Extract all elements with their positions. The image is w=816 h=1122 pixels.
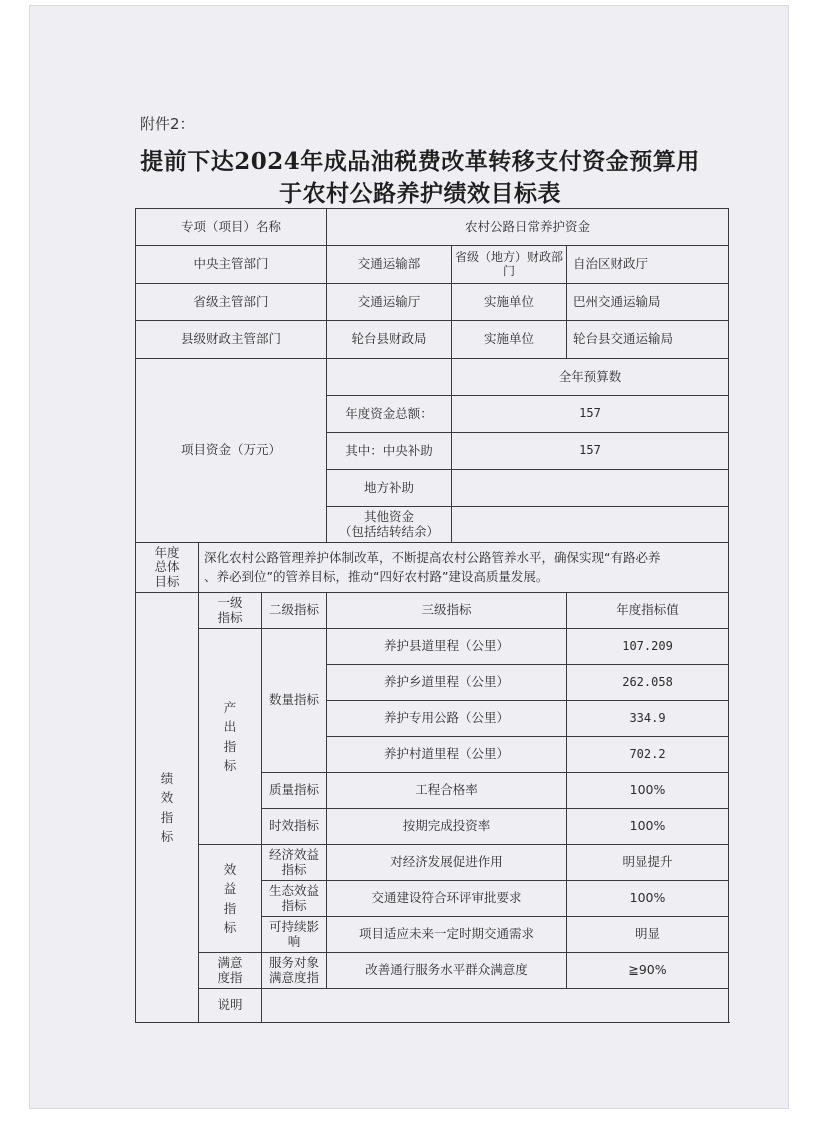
indicator-value: ≧90% (567, 953, 729, 989)
indicator-name: 按期完成投资率 (327, 809, 567, 845)
central-dept-label: 中央主管部门 (136, 246, 327, 284)
total-label: 年度资金总额： (327, 396, 452, 433)
funds-label: 项目资金（万元） (136, 359, 327, 543)
central-subsidy-label: 其中：中央补助 (327, 433, 452, 470)
indicator-name: 对经济发展促进作用 (327, 845, 567, 881)
prov-finance-value: 自治区财政厅 (567, 246, 729, 284)
county-dept-value: 轮台县财政局 (327, 321, 452, 359)
indicator-name: 改善通行服务水平群众满意度 (327, 953, 567, 989)
indicator-value: 334.9 (567, 701, 729, 737)
central-dept-row (136, 246, 729, 284)
performance-indicator-label: 绩 效 指 标 (136, 593, 199, 1023)
funds-header-row (136, 359, 729, 396)
impl-unit-label-2: 实施单位 (452, 321, 567, 359)
indicator-name: 养护乡道里程（公里） (327, 665, 567, 701)
goal-text: 深化农村公路管理养护体制改革，不断提高农村公路管养水平，确保实现“有路必养 、养必到位”的管养目标，推动“四好农村路”建设高质量发展。 (199, 543, 729, 593)
indicator-name: 养护县道里程（公里） (327, 629, 567, 665)
sustain-indicator-label: 可持续影 响 (262, 917, 327, 953)
goal-label: 年度 总体 目标 (136, 543, 199, 593)
impl-unit-value-2: 轮台县交通运输局 (567, 321, 729, 359)
indicator-name: 交通建设符合环评审批要求 (327, 881, 567, 917)
indicator-name: 项目适应未来一定时期交通需求 (327, 917, 567, 953)
col-header-level3: 三级指标 (327, 593, 567, 629)
project-label: 专项（项目）名称 (136, 209, 327, 246)
indicator-row (136, 629, 729, 665)
indicator-row (136, 953, 729, 989)
satisfaction-indicator-label: 满意 度指 (199, 953, 262, 989)
indicator-value: 明显 (567, 917, 729, 953)
indicator-header-row (136, 593, 729, 629)
indicator-row (136, 845, 729, 881)
indicator-value: 100% (567, 809, 729, 845)
prov-dept-row (136, 284, 729, 321)
central-subsidy-value: 157 (452, 433, 729, 470)
indicator-name: 工程合格率 (327, 773, 567, 809)
project-value: 农村公路日常养护资金 (327, 209, 729, 246)
output-indicator-label: 产 出 指 标 (199, 629, 262, 845)
attachment-label: 附件2： (140, 115, 195, 133)
document-title-line2: 于农村公路养护绩效目标表 (279, 180, 561, 207)
performance-target-table (135, 208, 729, 1023)
indicator-value: 262.058 (567, 665, 729, 701)
local-subsidy-value (452, 470, 729, 507)
note-value (262, 989, 729, 1023)
other-funds-label: 其他资金 （包括结转结余） (327, 507, 452, 543)
indicator-value: 100% (567, 881, 729, 917)
ecology-indicator-label: 生态效益 指标 (262, 881, 327, 917)
col-header-value: 年度指标值 (567, 593, 729, 629)
county-dept-row (136, 321, 729, 359)
service-indicator-label: 服务对象 满意度指 (262, 953, 327, 989)
col-header-level2: 二级指标 (262, 593, 327, 629)
note-row (136, 989, 729, 1023)
total-value: 157 (452, 396, 729, 433)
prov-dept-label: 省级主管部门 (136, 284, 327, 321)
quantity-indicator-label: 数量指标 (262, 629, 327, 773)
funds-header-blank (327, 359, 452, 396)
indicator-value: 107.209 (567, 629, 729, 665)
indicator-value: 100% (567, 773, 729, 809)
local-subsidy-label: 地方补助 (327, 470, 452, 507)
document-title-line1: 提前下达2024年成品油税费改革转移支付资金预算用 (140, 148, 700, 175)
central-dept-value: 交通运输部 (327, 246, 452, 284)
indicator-name: 养护村道里程（公里） (327, 737, 567, 773)
goal-row (136, 543, 729, 593)
timeliness-indicator-label: 时效指标 (262, 809, 327, 845)
indicator-value: 明显提升 (567, 845, 729, 881)
county-dept-label: 县级财政主管部门 (136, 321, 327, 359)
economic-indicator-label: 经济效益 指标 (262, 845, 327, 881)
impl-unit-label-1: 实施单位 (452, 284, 567, 321)
budget-header: 全年预算数 (452, 359, 729, 396)
benefit-indicator-label: 效 益 指 标 (199, 845, 262, 953)
col-header-level1: 一级 指标 (199, 593, 262, 629)
indicator-name: 养护专用公路（公里） (327, 701, 567, 737)
other-funds-value (452, 507, 729, 543)
prov-dept-value: 交通运输厅 (327, 284, 452, 321)
quality-indicator-label: 质量指标 (262, 773, 327, 809)
prov-finance-label: 省级（地方）财政部门 (452, 246, 567, 284)
project-row (136, 209, 729, 246)
note-label: 说明 (199, 989, 262, 1023)
indicator-value: 702.2 (567, 737, 729, 773)
impl-unit-value-1: 巴州交通运输局 (567, 284, 729, 321)
